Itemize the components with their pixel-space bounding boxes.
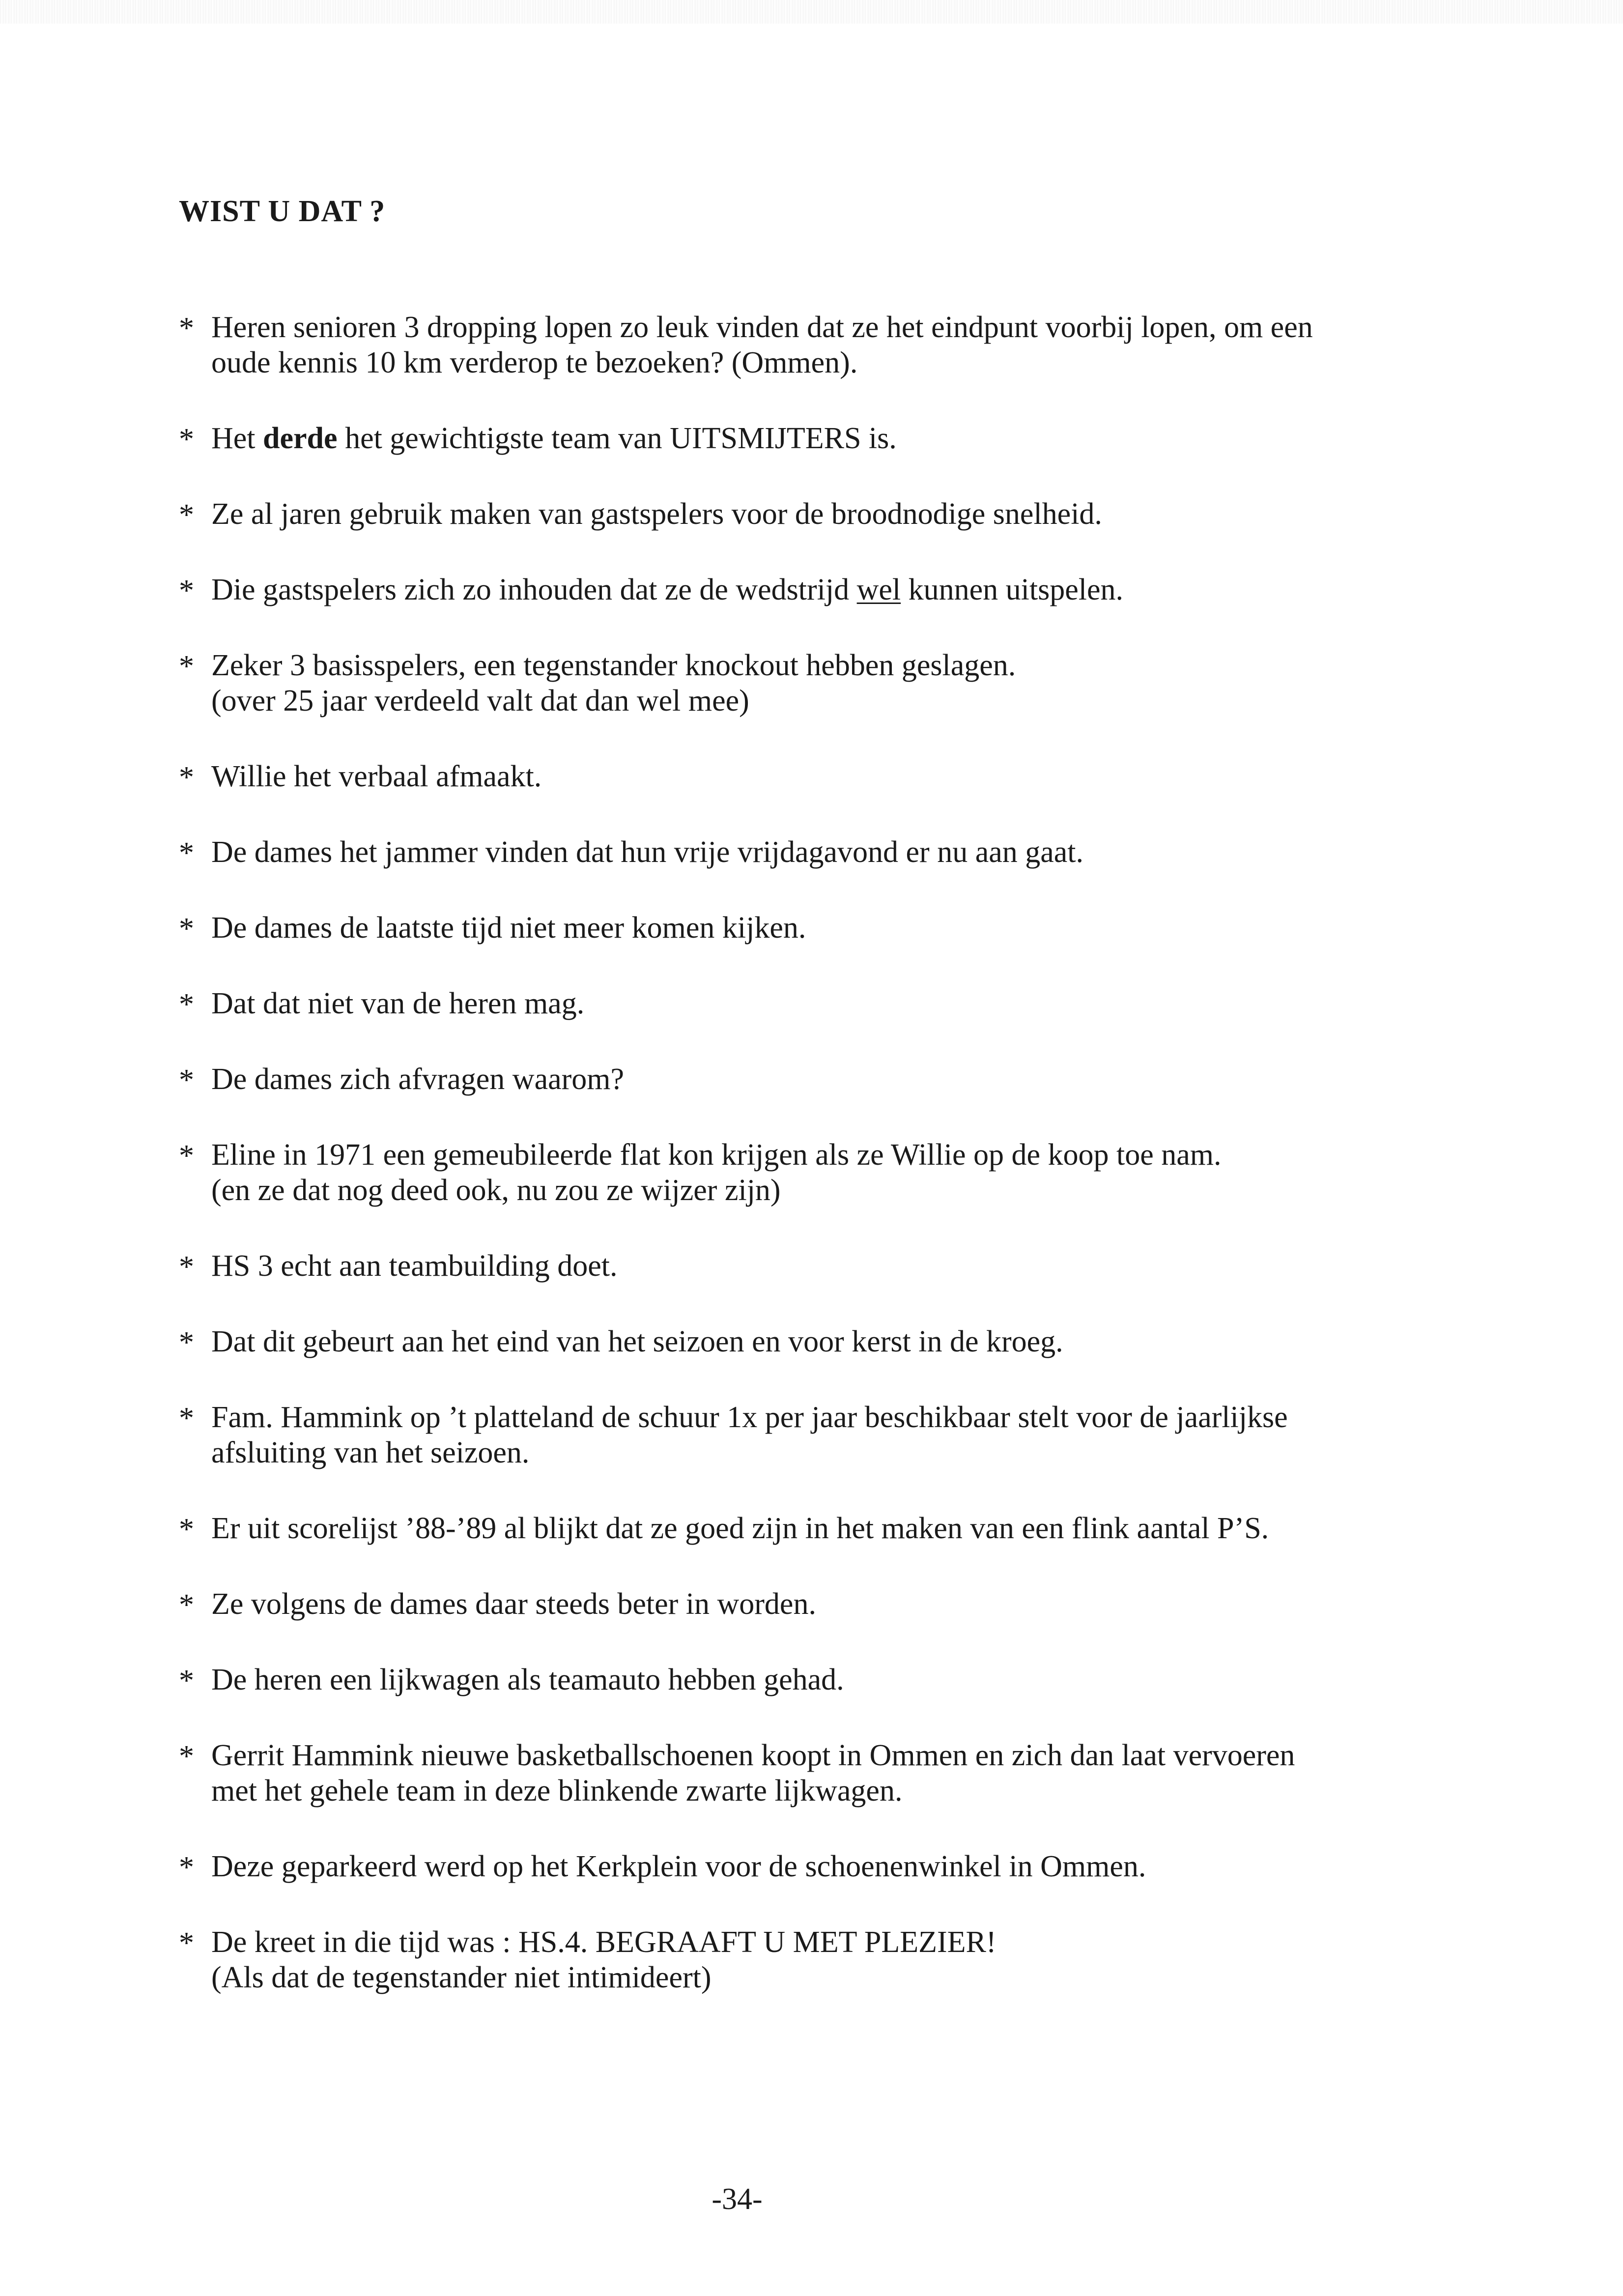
list-item <box>179 1400 1456 1470</box>
item-line: Ze volgens de dames daar steeds beter in worden. <box>211 1587 816 1621</box>
item-line: oude kennis 10 km verderop te bezoeken? (Ommen). <box>211 346 858 379</box>
item-line: De dames het jammer vinden dat hun vrije vrijdagavond er nu aan gaat. <box>211 835 1083 869</box>
list-item <box>179 1062 1456 1097</box>
list-item <box>179 986 1456 1021</box>
item-line <box>211 572 1456 607</box>
bullet-asterisk: * <box>179 498 194 532</box>
scan-noise <box>0 0 1623 24</box>
item-line: Ze al jaren gebruik maken van gastspelers voor de broodnodige snelheid. <box>211 497 1102 531</box>
bullet-asterisk: * <box>179 1664 194 1697</box>
item-line: HS 3 echt aan teambuilding doet. <box>211 1249 618 1283</box>
bullet-asterisk: * <box>179 1588 194 1622</box>
bullet-asterisk: * <box>179 650 194 683</box>
bullet-asterisk: * <box>179 1402 194 1435</box>
item-text: Het <box>211 422 263 455</box>
item-line: Eline in 1971 een gemeubileerde flat kon krijgen als ze Willie op de koop toe nam. <box>211 1138 1222 1172</box>
bullet-asterisk: * <box>179 1740 194 1773</box>
item-line: Deze geparkeerd werd op het Kerkplein voor de schoenenwinkel in Ommen. <box>211 1850 1146 1883</box>
item-line: De kreet in die tijd was : HS.4. BEGRAAFT U MET PLEZIER! <box>211 1925 997 1959</box>
item-line: Zeker 3 basisspelers, een tegenstander knockout hebben geslagen. <box>211 649 1016 682</box>
item-line: De heren een lijkwagen als teamauto hebben gehad. <box>211 1663 844 1696</box>
item-line: met het gehele team in deze blinkende zwarte lijkwagen. <box>211 1774 903 1808</box>
item-line: Er uit scorelijst ’88-’89 al blijkt dat ze goed zijn in het maken van een flink aantal P’S. <box>211 1512 1269 1545</box>
bullet-asterisk: * <box>179 1139 194 1173</box>
item-text: kunnen uitspelen. <box>901 573 1124 606</box>
list-item <box>179 1849 1456 1884</box>
list-item <box>179 1511 1456 1546</box>
bullet-asterisk: * <box>179 1063 194 1097</box>
bullet-asterisk: * <box>179 312 194 345</box>
bullet-asterisk: * <box>179 574 194 607</box>
item-line: Gerrit Hammink nieuwe basketballschoenen koopt in Ommen en zich dan laat vervoeren <box>211 1739 1295 1772</box>
item-line: (en ze dat nog deed ook, nu zou ze wijzer zijn) <box>211 1174 781 1207</box>
item-line: Heren senioren 3 dropping lopen zo leuk vinden dat ze het eindpunt voorbij lopen, om een <box>211 311 1313 344</box>
list-item <box>179 910 1456 946</box>
list-item <box>179 759 1456 794</box>
item-line <box>211 421 1456 456</box>
list-item <box>179 496 1456 532</box>
item-line: Dat dat niet van de heren mag. <box>211 987 585 1020</box>
bullet-asterisk: * <box>179 1851 194 1884</box>
bullet-asterisk: * <box>179 1926 194 1960</box>
item-line: (over 25 jaar verdeeld valt dat dan wel mee) <box>211 684 749 718</box>
item-text: het gewichtigste team van UITSMIJTERS is. <box>337 422 897 455</box>
item-line: (Als dat de tegenstander niet intimideert) <box>211 1961 712 1994</box>
bullet-asterisk: * <box>179 836 194 870</box>
item-text: Die gastspelers zich zo inhouden dat ze de wedstrijd <box>211 573 857 606</box>
emphasis-underline: wel <box>856 573 901 606</box>
bullet-asterisk: * <box>179 423 194 456</box>
list-item <box>179 572 1456 607</box>
bullet-asterisk: * <box>179 1250 194 1284</box>
list-item <box>179 834 1456 870</box>
list-item <box>179 1324 1456 1359</box>
item-line: afsluiting van het seizoen. <box>211 1436 530 1469</box>
bullet-asterisk: * <box>179 1326 194 1359</box>
fact-list <box>179 310 1456 2036</box>
bullet-asterisk: * <box>179 988 194 1021</box>
item-line: Fam. Hammink op ’t platteland de schuur 1x per jaar beschikbaar stelt voor de jaarlijkse <box>211 1401 1288 1434</box>
list-item <box>179 310 1456 380</box>
item-line: Willie het verbaal afmaakt. <box>211 760 542 793</box>
item-line: De dames zich afvragen waarom? <box>211 1062 624 1096</box>
list-item <box>179 1248 1456 1284</box>
page-heading: WIST U DAT ? <box>179 195 386 228</box>
list-item <box>179 1137 1456 1208</box>
list-item <box>179 1586 1456 1622</box>
list-item <box>179 1738 1456 1808</box>
list-item <box>179 1924 1456 1995</box>
item-line: Dat dit gebeurt aan het eind van het seizoen en voor kerst in de kroeg. <box>211 1325 1063 1358</box>
bullet-asterisk: * <box>179 761 194 794</box>
bullet-asterisk: * <box>179 1513 194 1546</box>
list-item <box>179 1662 1456 1697</box>
emphasis-bold: derde <box>263 422 338 455</box>
item-line: De dames de laatste tijd niet meer komen kijken. <box>211 911 806 945</box>
list-item <box>179 421 1456 456</box>
list-item <box>179 648 1456 718</box>
page-number: -34- <box>712 2182 763 2216</box>
bullet-asterisk: * <box>179 912 194 946</box>
